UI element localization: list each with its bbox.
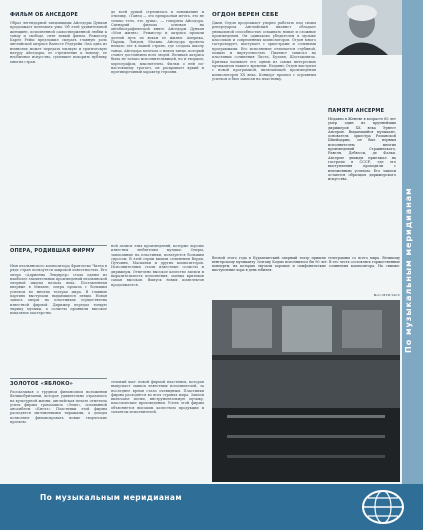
- memorial-box: [322, 108, 402, 248]
- ogdon-portrait-photo: [322, 0, 402, 55]
- ogdon-text: Джон Огдон продолжает упорно работать над своим репертуаром. Английский пианист обладает уникальной способностью осваивать новые и сложные произведения. Он одинаково убедителен в музыке классиков и современных композиторов. Огдон много гастролирует, выступает с оркестрами и сольными программами. Его исполнение отличается глубиной, мощью и виртуозностью. Пианист записал на пластинки сочинения Листа, Бузони, Шостаковича. Критика называет его одним из самых интересных музыкантов нашего времени. Недавно Огдон выступил с новой программой, включающей произведения композиторов XX века. Концерт прошел с огромным успехом и был записан на пластинку.: [212, 21, 316, 81]
- ogdon-heading: ОГДОН ВЕРЕН СЕБЕ: [212, 12, 279, 18]
- golden-apple-text: Рассказывая о трудном финансовом положении Великобритании, которое удивительно отразилось на культурной жизни, английская печать отметила успех фирмы грамзаписи «Эппл», основанной ансамблем «Битлз». Пластинки этой фирмы расходятся миллионными тиражами, а доходы позволяют финансировать новые творческие проекты.: [10, 390, 107, 425]
- middle-column-top-text: до всей душой стремилась к пониманию и отклику. «Танец — это прекрасная мечта, это не только тело, это душа», — говорила Айседора. Сценарий фильма основан на автобиографической книге Айседоры Дункан «Моя жизнь». Режиссер и актриса прошли долгий путь по вехам ее жизни: Америка, Париж, Лондон, Москва. Айседора провела немало лет в нашей стране, где создала школу танца. Айседора мечтала о новом танце, который станет достоянием всех людей. Великая актриса была не только исполнительницей, но и творцом, хореографом, мыслителем. Фильм о ней по-настоящему трогает, он раскрывает яркий и противоречивый характер героини.: [111, 10, 204, 75]
- memorial-text: Недавно в Женеве в возрасте 85 лет умер один из крупнейших дирижеров XX века Эрнест Ансерме. Выдающийся музыкант, основатель оркестра Романской Швейцарии, он был первым исполнителем многих произведений Стравинского, Равеля, Дебюсси, де Фальи. Ансерме дважды приезжал на гастроли в СССР, где его выступления проходили с неизменным успехом. Его записи остаются образцом дирижерского искусства.: [328, 117, 396, 182]
- kodaly-photo-caption: Весной этого года в Будапештский оперный театр пришли телеграммы со всего мира. Великому венгерскому музыканту Золтану Кодаю исполнилось бы 90 лет. В его честь состоялись торжественные концерты, на которых звучали хоровые и симфонические сочинения композитора. На снимке: выступление хора в день юбилея.: [212, 256, 400, 273]
- globe-logo-icon: [360, 488, 406, 526]
- ansedore-heading: ФИЛЬМ ОБ АНСЕДОРЕ: [10, 12, 78, 18]
- golden-apple-heading: ЗОЛОТОЕ «ЯБЛОКО»: [10, 381, 74, 387]
- opera-text: Имя итальянского композитора Франческо Чилеа в ряде стран пользуется широкой известностью. Его опера «Адриенна Лекуврер» стала одним из наиболее значительных произведений итальянской оперной школы начала века. Поставленная впервые в Милане, опера прошла с большим успехом во многих театрах мира. В главных партиях выступали выдающиеся певцы. Новая запись оперы на пластинках осуществлена известной фирмой. Дирижер передал тонкую лирику музыки, а солисты проявили высокое вокальное мастерство.: [10, 264, 107, 316]
- sidebar-title: По музыкальным меридианам: [404, 187, 413, 353]
- middle-column-mid-text: ной записи этих произведений, которые хорошо известны любителям музыки. Оперы, записанные на пластинки, пользуются большим спросом. В этой серии вышли сочинения Верди, Пуччини, Масканьи и других композиторов. Исполнителями стали известные солисты и дирижеры. Отмечено высокое качество записи и выразительность исполнения, оценка критиков самая высокая. Выпуск новых комплектов продолжается.: [111, 244, 204, 287]
- opera-heading: ОПЕРА, РОДИВШАЯ ФИРМУ: [10, 248, 95, 254]
- concert-photo: [212, 300, 400, 482]
- divider-opera: [10, 245, 107, 246]
- memorial-heading: ПАМЯТИ АНСЕРМЕ: [328, 108, 385, 114]
- footer-title: По музыкальным меридианам: [40, 493, 182, 502]
- ogdon-portrait-image: [322, 0, 402, 55]
- photo-credit: Фото МТИ-ТАСС: [373, 293, 400, 297]
- divider-golden: [10, 378, 107, 379]
- concert-hall-image: [212, 300, 400, 482]
- middle-column-bottom-text: тельный шаг: новой фирмой пластинок, которая выпускает записи известных исполнителей, за последнее время стало очевидным. Пластинки фирмы расходятся во всех странах мира. Записи включают песни, инструментальную музыку, классические произведения. Успех этой фирмы объясняется высоким качеством продукции и талантом исполнителей.: [111, 380, 204, 415]
- ansedore-text: Образ легендарной танцовщицы Айседоры Дункан продолжает волновать умы. Об этой удивительной женщине, исполненной самоотверженной любви к танцу и свободе, снят новый фильм. Режиссер Карел Рейш предложил сыграть главную роль английской актрисе Ванессе Редгрейв. Она одна из немногих может передать пылкую и трагическую натуру Айседоры, ее стремление к новому, ее необычное искусство, сумевшее покорить публику многих стран.: [10, 21, 107, 64]
